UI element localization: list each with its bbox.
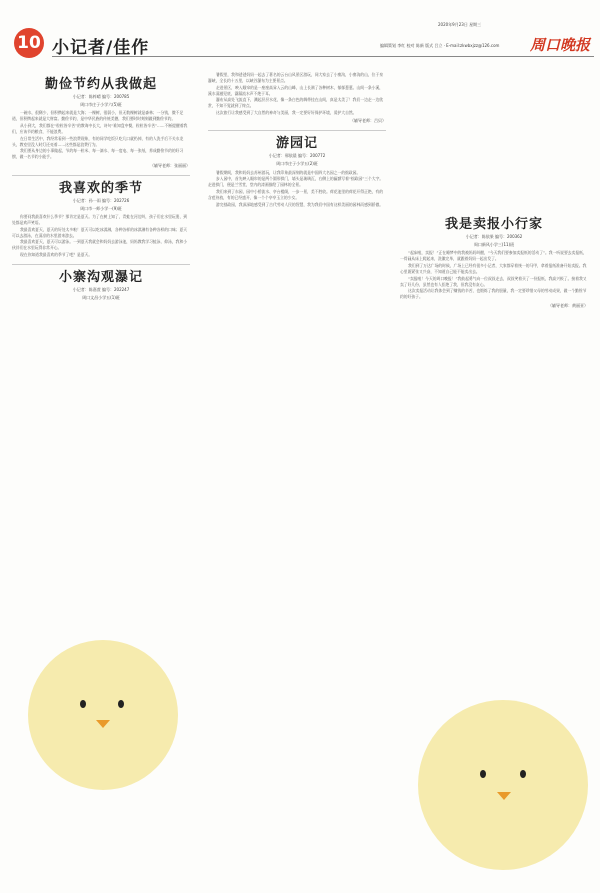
article-author: 小记者：陈依果 编号：200362	[465, 234, 523, 240]
article-author: 小记者：陈嘉萱 编号：202247	[72, 287, 130, 293]
article-author: 小记者：陈梓晴 编号：200785	[72, 94, 130, 100]
article-paragraph: 你要问我最喜欢什么季节？那肯定是夏天。为了在树上知了，青蛙在河边叫，孩子们在水里玩耍，到处都是欢声笑语。	[12, 213, 188, 225]
article-school: 周口市庄子小学六(5)班	[80, 102, 122, 108]
article-school: 周口市庄子小学五(2)班	[276, 161, 318, 167]
article-school: 周口市一师小学一(9)班	[80, 205, 122, 211]
chick-eye	[118, 700, 124, 708]
article-paragraph: “卖报啦！今天的周口晚报！”我鼓起勇气向一位叔叔走去，叔叔笑着买了一份报纸，我高兴极了。接着我又卖了好几份，虽然也有人拒绝了我，但我没有灰心。	[400, 275, 587, 287]
article-school: 周口新风小学三(11)班	[473, 242, 515, 248]
column-middle	[208, 72, 386, 208]
article-paragraph: “起床啦，卖报！”正在睡梦中的我被妈妈叫醒，“今天我们要参加卖报纸的活动了”。我一听说要去卖报纸，一骨碌从床上爬起来，洗漱完毕，就跟着妈妈一起出发了。	[400, 250, 587, 262]
article-paragraph: 在日常生活中，我经常看到一些浪费现象，有的同学吃饭只吃几口就扔掉，有的人洗手后不关水龙头，教室里没人时灯还亮着……这些都是浪费行为。	[12, 135, 184, 147]
article-author: 小记者：孙一雨 编号：202726	[72, 197, 130, 203]
article-title: 小寨沟观瀑记	[58, 270, 143, 286]
article-author: 小记者：邢依晨 编号：200772	[268, 153, 326, 159]
article-editor: （辅导老师：黄丽亚）	[548, 302, 588, 308]
divider	[12, 175, 190, 176]
chick-illustration-right	[418, 700, 588, 870]
article-paragraph: 这次卖报活动让我体会到了赚钱的辛苦，也锻炼了我的胆量，我一定要珍惜父母的劳动成果，做一个勤俭节约的好孩子。	[400, 288, 587, 300]
article-garden	[208, 136, 386, 207]
section-title: 小记者/佳作	[52, 38, 150, 58]
column-left	[12, 72, 190, 303]
article-paragraph: 一碗水，很稀少，但积攒起来就是大海；一棵树，很弱小，但无数棵树就是森林；一分钱，微不足道，但积攒起来就是大财富。勤俭节约，是中华民族的传统美德，我们要时时刻刻做到勤俭节约。	[12, 110, 184, 122]
divider	[12, 264, 190, 265]
article-paragraph: 暑假里，我和爸爸妈妈一起去了著名的云台山风景区游玩，同大家去了小寨沟，小寨沟的山，位于泉瀑峡，全长约十五里，以峡谷瀑布为主要景点。	[208, 72, 384, 84]
article-paragraph: 暑假期间，我和妈妈去苏州游玩，让我印象最深刻的就是中国四大名园之一的拙政园。	[216, 169, 361, 175]
column-right	[400, 72, 588, 315]
article-school: 周口文昌小学五(1)班	[82, 295, 120, 301]
article-paragraph: 我最喜欢夏天，夏天的好处太多啦！夏天可以吃冰淇淋，各种各样的冰淇淋有各种各样的口味；夏天可以去游泳，在清凉的水里游来游去。	[12, 226, 188, 238]
page-number: 10	[14, 28, 44, 58]
article-newspaper	[400, 217, 588, 309]
article-editor: （辅导老师：张丽丽）	[150, 162, 190, 168]
article-paragraph: 游完拙政园，我深深地感受到了古代劳动人民的智慧，我为我们中国有这样美丽的园林而感到骄傲。	[216, 201, 384, 207]
article-title: 勤俭节约从我做起	[44, 77, 157, 92]
article-title: 游园记	[275, 136, 318, 152]
article-paragraph: 步入园中，首先映入眼帘的是两个圆形拱门，墙头是琉璃瓦，右侧上的匾额写着“拙政园”三个大字。走进拱门，便是兰雪堂，堂内的漆画描绘了园林的全景。	[208, 176, 384, 188]
article-waterfall	[12, 270, 190, 301]
chick-illustration-left	[28, 640, 178, 790]
article-paragraph: 这次旅行让我感受到了大自然的神奇与美丽，我一定要好好保护环境，爱护大自然。	[216, 110, 357, 116]
article-paragraph: 从小到大，我们都在“粒粒皆辛苦”的教诲中长大，诗句“谁知盘中餐，粒粒皆辛苦”……不断提醒着我们，应该节约粮食，不能浪费。	[12, 122, 188, 135]
article-paragraph: 我最喜欢夏天，夏天可以游泳。一到夏天我就会和妈妈去游泳池，妈妈教我学习蛙泳、仰泳，我和小伙伴们在水里玩得非常开心。	[12, 239, 188, 251]
chick-eye	[480, 770, 486, 778]
date-line: 2020年9月23日 星期三	[438, 22, 482, 27]
article-thrift	[12, 77, 190, 169]
article-editor: （辅导老师：吕贝）	[350, 118, 386, 124]
header-rule	[52, 56, 594, 57]
article-paragraph: 现在你知道我最喜欢的季节了吧？是夏天。	[20, 251, 93, 257]
chick-eye	[80, 700, 86, 708]
article-season	[12, 180, 190, 258]
article-paragraph: 我们来到了东园，园中小桥流水、亭台楼阁，一步一景，美不胜收。荷花池里的荷花开得正艳，有的含苞待放，有的已经盛开，像一个个亭亭玉立的少女。	[208, 188, 384, 200]
staff-line: 编辑策划 李红 校对 陈新 版式 吕立 · E-mail:zkwbxjzz@126.com	[380, 43, 500, 48]
article-title: 我喜欢的季节	[58, 180, 143, 196]
divider	[208, 130, 386, 131]
article-paragraph: 走进景区，映入眼帘的是一座座高耸入云的山峰，山上长满了各种树木，郁郁葱葱。山间一条小溪，溪水清澈见底，潺潺流水声不绝于耳。	[208, 84, 384, 96]
chick-eye	[520, 770, 526, 778]
masthead-logo: 周口晚报	[529, 36, 590, 54]
article-paragraph: 瀑布从高处飞流直下，溅起层层水花，像一条白色的绸带挂在山间，真是太美了！我们一边走一边欣赏，不知不觉就到了终点。	[208, 97, 384, 109]
article-paragraph: 我们要从身边的小事做起，节约每一粒米、每一滴水、每一度电、每一张纸，养成勤俭节约的好习惯，做一名节约小能手。	[12, 148, 184, 160]
article-title: 我是卖报小行家	[444, 217, 543, 232]
chick-beak	[497, 792, 511, 800]
article-paragraph: 我们到了万达广场的时候，广场上已经有很多小记者，大家都穿着统一的马甲，拿着报纸准备开始卖报。我心里既紧张又兴奋，不知道自己能不能卖出去。	[400, 262, 587, 275]
chick-beak	[96, 720, 110, 728]
